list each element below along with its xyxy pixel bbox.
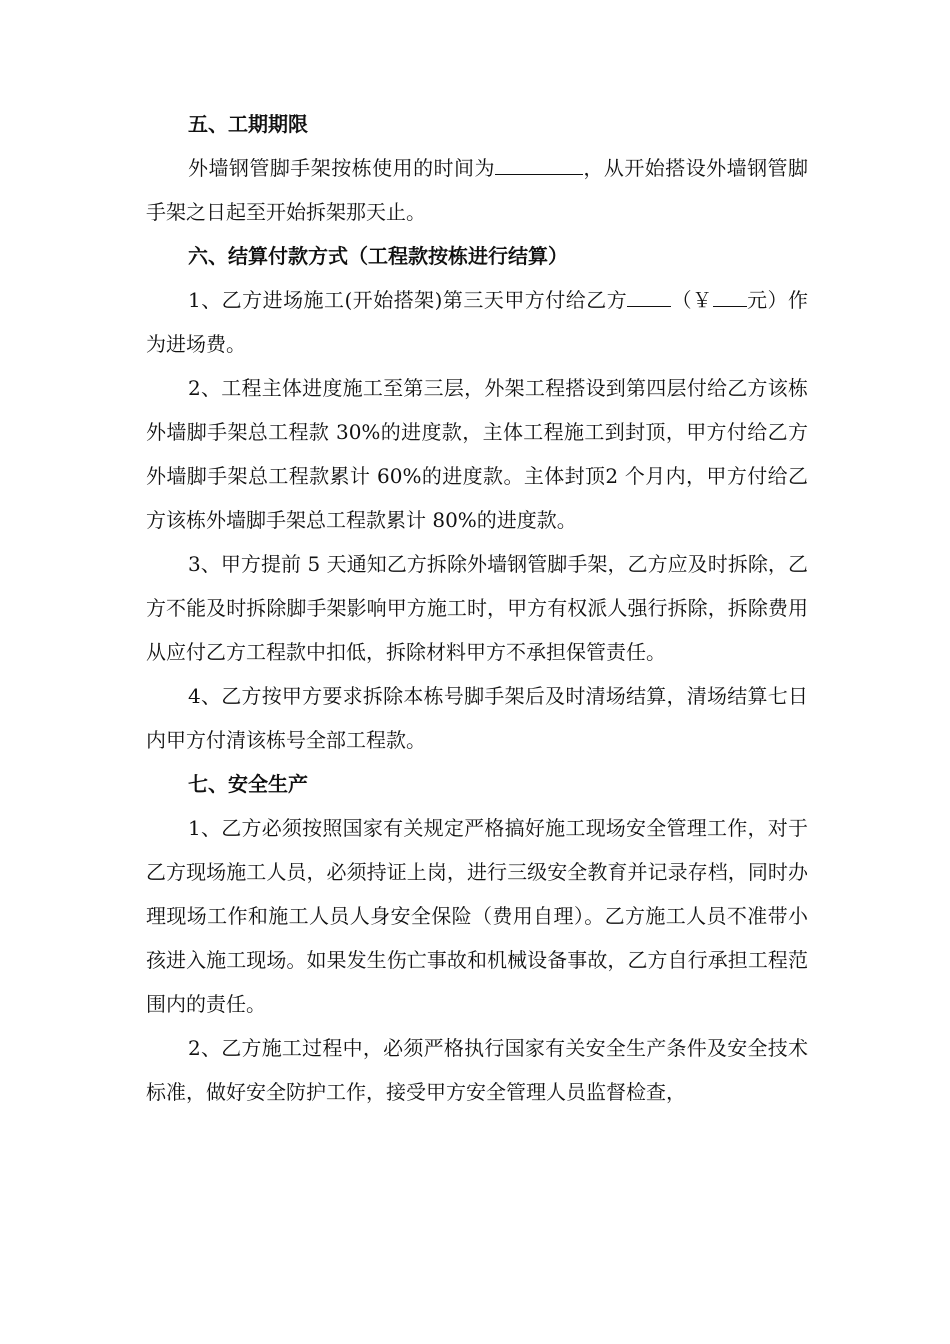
blank-amount-number-field[interactable] — [713, 284, 747, 307]
text-run: ，从开始搭设外墙钢管脚手架之日起至开始拆架那天止。 — [146, 156, 809, 224]
text-run: （￥ — [671, 288, 713, 312]
text-run: 1、乙方进场施工(开始搭架)第三天甲方付给乙方 — [188, 288, 628, 312]
text-run: 外墙钢管脚手架按栋使用的时间为 — [188, 156, 495, 180]
section-6-paragraph-4: 4、乙方按甲方要求拆除本栋号脚手架后及时清场结算，清场结算七日内甲方付清该栋号全部工程款。 — [146, 684, 808, 752]
section-7-paragraph-1: 1、乙方必须按照国家有关规定严格搞好施工现场安全管理工作，对于乙方现场施工人员，必须持证上岗，进行三级安全教育并记录存档，同时办理现场工作和施工人员人身安全保险（费用自理）。乙方施工人员不准带小孩进入施工现场。如果发生伤亡事故和机械设备事故，乙方自行承担工程范围内的责任。 — [146, 816, 808, 1016]
section-6-paragraph-3: 3、甲方提前 5 天通知乙方拆除外墙钢管脚手架，乙方应及时拆除，乙方不能及时拆除脚手架影响甲方施工时，甲方有权派人强行拆除，拆除费用从应付乙方工程款中扣低，拆除材料甲方不承担保管责任。 — [146, 552, 808, 664]
blank-amount-words-field[interactable] — [627, 284, 671, 307]
text-run: 元）作为进场费。 — [146, 288, 809, 356]
section-6-paragraph-1 — [146, 278, 808, 366]
section-7-heading: 七、安全生产 — [188, 772, 308, 796]
section-5-paragraph-1 — [146, 146, 808, 234]
section-5-heading: 五、工期期限 — [188, 112, 308, 136]
blank-duration-field[interactable] — [495, 152, 583, 175]
section-6-paragraph-2: 2、工程主体进度施工至第三层，外架工程搭设到第四层付给乙方该栋外墙脚手架总工程款 30%的进度款，主体工程施工到封顶，甲方付给乙方外墙脚手架总工程款累计 60%的进度款。主体封顶2 个月内，甲方付给乙方该栋外墙脚手架总工程款累计 80%的进度款。 — [146, 376, 808, 532]
section-6-heading: 六、结算付款方式（工程款按栋进行结算） — [188, 244, 568, 268]
section-7-paragraph-2: 2、乙方施工过程中，必须严格执行国家有关安全生产条件及安全技术标准，做好安全防护工作，接受甲方安全管理人员监督检查， — [146, 1036, 808, 1104]
document-body — [146, 102, 808, 1114]
